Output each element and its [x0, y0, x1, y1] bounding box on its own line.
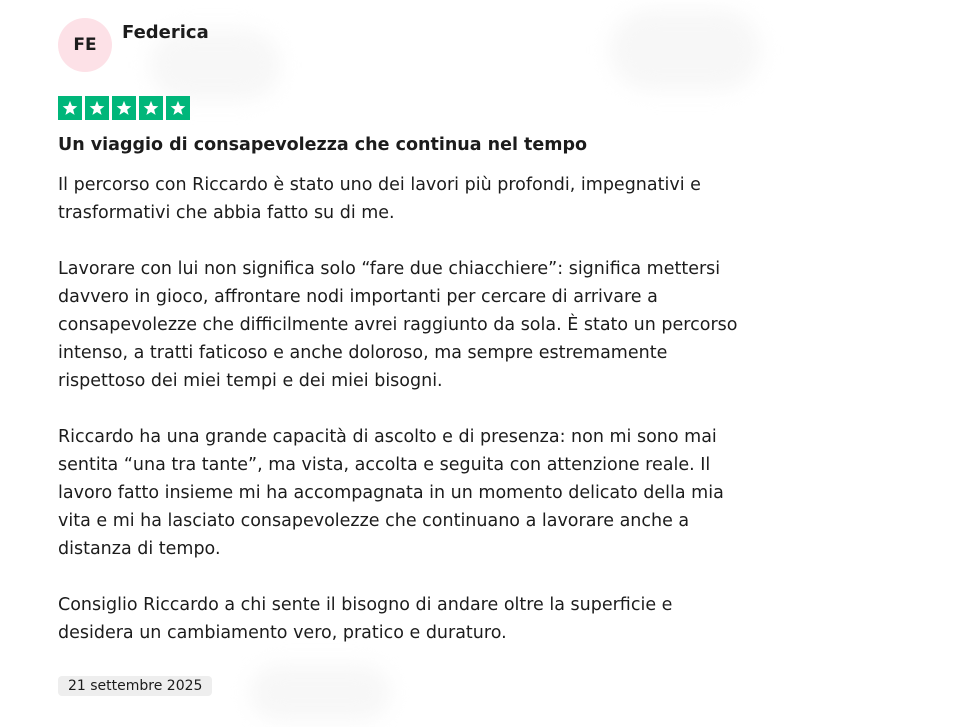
review-body [58, 171, 738, 647]
avatar-initials: FE [73, 35, 97, 55]
star-rating [58, 96, 738, 120]
star-icon [166, 96, 190, 120]
review-card [58, 18, 738, 696]
review-header [58, 18, 738, 74]
review-date-badge: 21 settembre 2025 [58, 676, 212, 696]
author-name[interactable]: Federica [122, 22, 209, 43]
star-icon [112, 96, 136, 120]
star-icon [139, 96, 163, 120]
review-paragraph: Riccardo ha una grande capacità di ascolto e di presenza: non mi sono mai sentita “una tra tante”, ma vista, accolta e seguita con attenzione reale. Il lavoro fatto insieme mi ha accompagnata in un momento delicato della mia vita e mi ha lasciato consapevolezze che continuano a lavorare anche a distanza di tempo. [58, 427, 724, 559]
review-paragraph: Consiglio Riccardo a chi sente il bisogno di andare oltre la superficie e desidera un cambiamento vero, pratico e duraturo. [58, 595, 673, 643]
review-title: Un viaggio di consapevolezza che continua nel tempo [58, 135, 588, 155]
star-icon [85, 96, 109, 120]
review-paragraph: Il percorso con Riccardo è stato uno dei lavori più profondi, impegnativi e trasformativi che abbia fatto su di me. [58, 175, 701, 223]
review-paragraph: Lavorare con lui non significa solo “fare due chiacchiere”: significa mettersi davvero in gioco, affrontare nodi importanti per cercare di arrivare a consapevolezze che difficilmente avrei raggiunto da sola. È stato un percorso intenso, a tratti faticoso e anche doloroso, ma sempre estremamente rispettoso dei miei tempi e dei miei bisogni. [58, 259, 738, 391]
avatar[interactable] [58, 18, 112, 72]
star-icon [58, 96, 82, 120]
